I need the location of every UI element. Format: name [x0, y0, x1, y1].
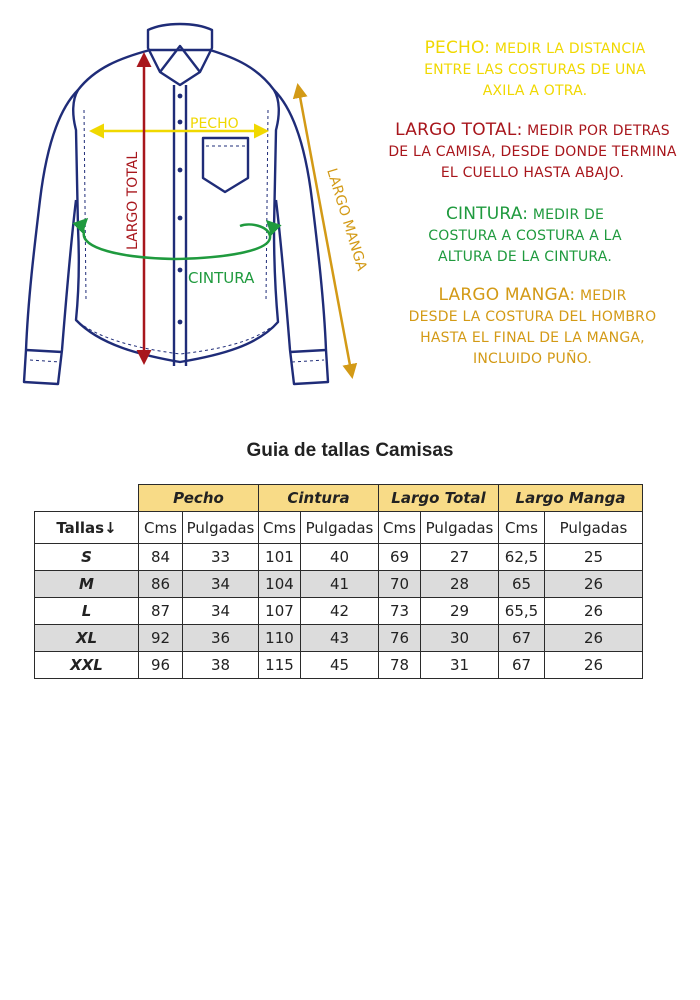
table-cell: 67: [499, 625, 545, 652]
blank-corner: [35, 485, 139, 512]
unit-pulgadas: Pulgadas: [301, 512, 379, 544]
right-sleeve: [274, 90, 328, 384]
table-cell: 30: [421, 625, 499, 652]
table-cell: 86: [139, 571, 183, 598]
instruction-cintura-line-1: MEDIR DE: [532, 207, 605, 223]
table-cell: 42: [301, 598, 379, 625]
group-largo-manga: Largo Manga: [499, 485, 643, 512]
size-table-title: Guia de tallas Camisas: [246, 440, 454, 461]
table-cell: 26: [545, 652, 643, 679]
table-cell: 26: [545, 571, 643, 598]
left-sleeve: [24, 90, 78, 384]
instruction-largo-total: [375, 120, 690, 184]
size-label: XXL: [35, 652, 139, 679]
table-cell: 87: [139, 598, 183, 625]
table-cell: 110: [259, 625, 301, 652]
unit-cms: Cms: [499, 512, 545, 544]
table-cell: 104: [259, 571, 301, 598]
table-cell: 33: [183, 544, 259, 571]
table-cell: 78: [379, 652, 421, 679]
table-cell: 96: [139, 652, 183, 679]
unit-cms: Cms: [139, 512, 183, 544]
unit-cms: Cms: [259, 512, 301, 544]
table-cell: 38: [183, 652, 259, 679]
table-cell: 31: [421, 652, 499, 679]
right-cuff: [290, 350, 326, 352]
table-cell: 101: [259, 544, 301, 571]
table-cell: 115: [259, 652, 301, 679]
instruction-largo-total-line-2: DE LA CAMISA, DESDE DONDE TERMINA: [388, 144, 677, 160]
size-table: [34, 484, 643, 679]
group-header-row: [35, 485, 643, 512]
table-cell: 65: [499, 571, 545, 598]
table-cell: 76: [379, 625, 421, 652]
table-cell: 36: [183, 625, 259, 652]
largo-total-label: LARGO TOTAL: [125, 151, 141, 250]
table-cell: 28: [421, 571, 499, 598]
instruction-largo-total-line-3: EL CUELLO HASTA ABAJO.: [440, 165, 625, 181]
unit-pulgadas: Pulgadas: [545, 512, 643, 544]
table-cell: 27: [421, 544, 499, 571]
table-cell: 73: [379, 598, 421, 625]
size-label: M: [35, 571, 139, 598]
pecho-label: PECHO: [190, 116, 239, 132]
instruction-pecho: [390, 38, 680, 102]
table-row: [35, 652, 643, 679]
table-row: [35, 625, 643, 652]
table-cell: 92: [139, 625, 183, 652]
instruction-cintura-term: CINTURA:: [445, 204, 529, 224]
instruction-pecho-line-2: ENTRE LAS COSTURAS DE UNA: [424, 62, 646, 78]
cintura-label: CINTURA: [188, 269, 255, 287]
table-cell: 40: [301, 544, 379, 571]
table-cell: 107: [259, 598, 301, 625]
instruction-largo-manga-line-4: INCLUIDO PUÑO.: [473, 351, 592, 367]
size-label: L: [35, 598, 139, 625]
instruction-cintura-line-3: ALTURA DE LA CINTURA.: [438, 249, 612, 265]
largo-manga-label: LARGO MANGA: [323, 166, 370, 273]
table-cell: 67: [499, 652, 545, 679]
unit-pulgadas: Pulgadas: [421, 512, 499, 544]
table-cell: 25: [545, 544, 643, 571]
table-cell: 26: [545, 598, 643, 625]
instruction-cintura-line-2: COSTURA A COSTURA A LA: [428, 228, 622, 244]
table-cell: 45: [301, 652, 379, 679]
instruction-largo-total-line-1: MEDIR POR DETRAS: [527, 123, 670, 139]
size-label: S: [35, 544, 139, 571]
cintura-ellipse: [84, 224, 270, 259]
table-cell: 29: [421, 598, 499, 625]
instruction-largo-manga: [390, 285, 675, 370]
table-cell: 41: [301, 571, 379, 598]
table-cell: 26: [545, 625, 643, 652]
table-cell: 43: [301, 625, 379, 652]
left-cuff: [26, 350, 62, 352]
table-cell: 84: [139, 544, 183, 571]
instruction-largo-manga-line-2: DESDE LA COSTURA DEL HOMBRO: [408, 309, 657, 325]
group-largo-total: Largo Total: [379, 485, 499, 512]
table-cell: 62,5: [499, 544, 545, 571]
unit-cms: Cms: [379, 512, 421, 544]
table-cell: 34: [183, 598, 259, 625]
instruction-pecho-line-1: MEDIR LA DISTANCIA: [494, 41, 646, 57]
instruction-largo-total-term: LARGO TOTAL:: [395, 120, 523, 140]
instruction-largo-manga-line-3: HASTA EL FINAL DE LA MANGA,: [420, 330, 645, 346]
instruction-cintura: [400, 204, 650, 268]
shirt-diagram: [0, 0, 370, 400]
unit-header-row: [35, 512, 643, 544]
table-cell: 65,5: [499, 598, 545, 625]
unit-pulgadas: Pulgadas: [183, 512, 259, 544]
instruction-pecho-line-3: AXILA A OTRA.: [482, 83, 588, 99]
table-cell: 34: [183, 571, 259, 598]
size-label: XL: [35, 625, 139, 652]
table-row: [35, 598, 643, 625]
instruction-pecho-term: PECHO:: [424, 38, 491, 58]
collar: [148, 24, 212, 85]
table-row: [35, 571, 643, 598]
group-cintura: Cintura: [259, 485, 379, 512]
instruction-largo-manga-line-1: MEDIR: [580, 288, 627, 304]
table-row: [35, 544, 643, 571]
shirt-body-outline: [73, 50, 279, 362]
group-pecho: Pecho: [139, 485, 259, 512]
table-cell: 70: [379, 571, 421, 598]
instruction-largo-manga-term: LARGO MANGA:: [438, 285, 576, 305]
shirt-buttons: [178, 94, 183, 325]
table-cell: 69: [379, 544, 421, 571]
tallas-header: Tallas↓: [35, 512, 139, 544]
